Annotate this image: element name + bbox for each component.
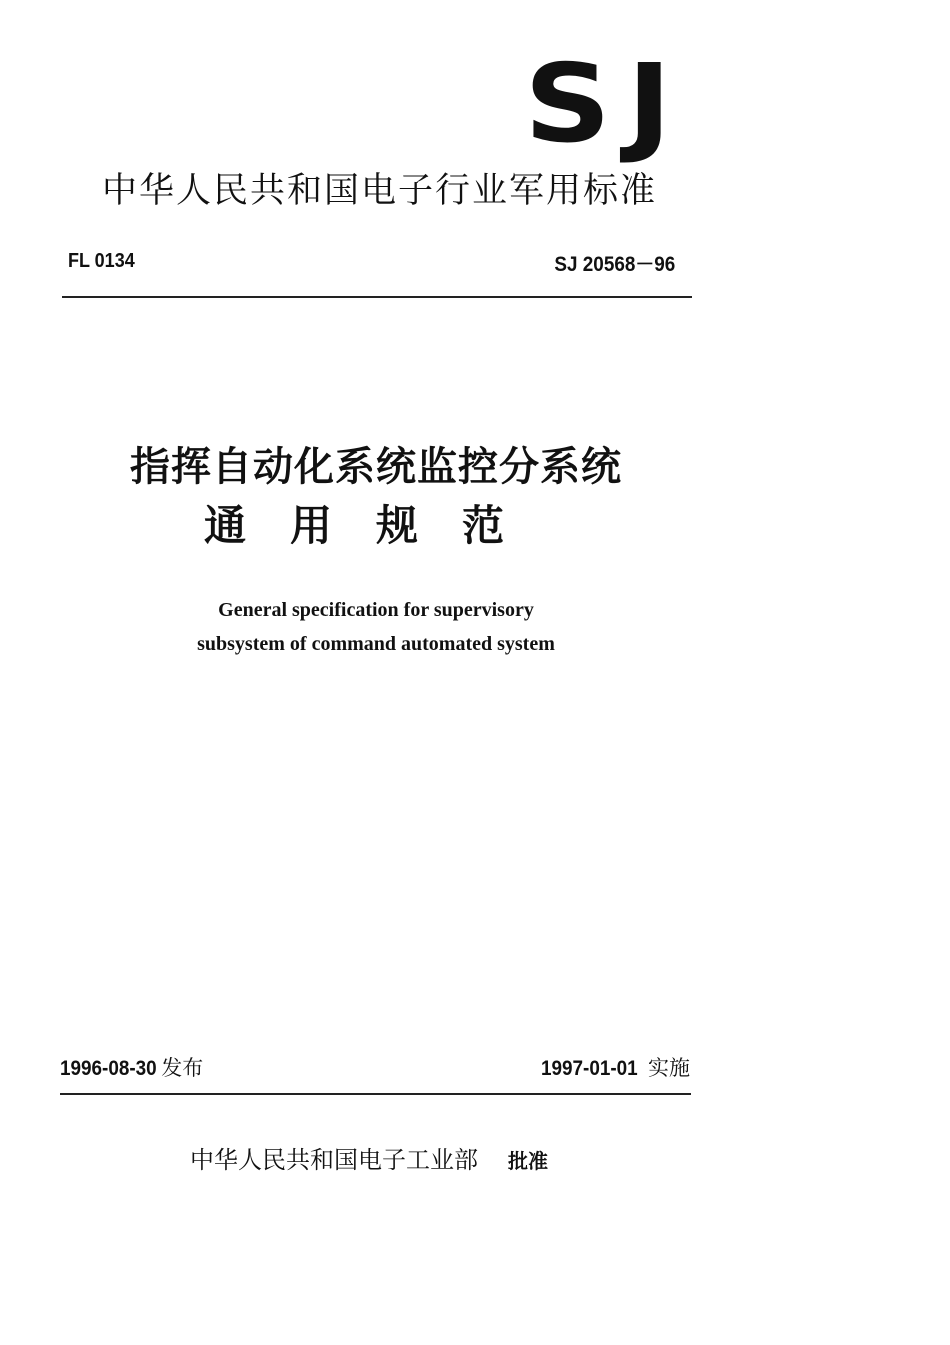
issue-date: 1996-08-30	[60, 1057, 157, 1080]
title-chinese-line-1: 指挥自动化系统监控分系统	[130, 444, 622, 490]
footer-divider	[60, 1093, 691, 1095]
approving-authority: 中华人民共和国电子工业部	[190, 1146, 478, 1174]
classification-code: FL 0134	[68, 250, 135, 272]
sj-logo: SJ	[524, 42, 688, 167]
title-chinese-line-2: 通用规范	[203, 501, 548, 550]
issue-date-line	[60, 1054, 203, 1083]
title-english-line-1: General specification for supervisory	[218, 599, 534, 621]
standard-number: SJ 20568－96	[554, 253, 675, 276]
approval-label: 批准	[508, 1149, 548, 1173]
issue-label: 发布	[161, 1056, 204, 1080]
header-divider	[62, 296, 692, 298]
implementation-date-line	[541, 1054, 690, 1083]
standard-category: 中华人民共和国电子行业军用标准	[102, 171, 658, 211]
implementation-date: 1997-01-01	[540, 1057, 638, 1080]
implementation-label: 实施	[648, 1056, 690, 1080]
title-english-line-2: subsystem of command automated system	[197, 633, 555, 655]
